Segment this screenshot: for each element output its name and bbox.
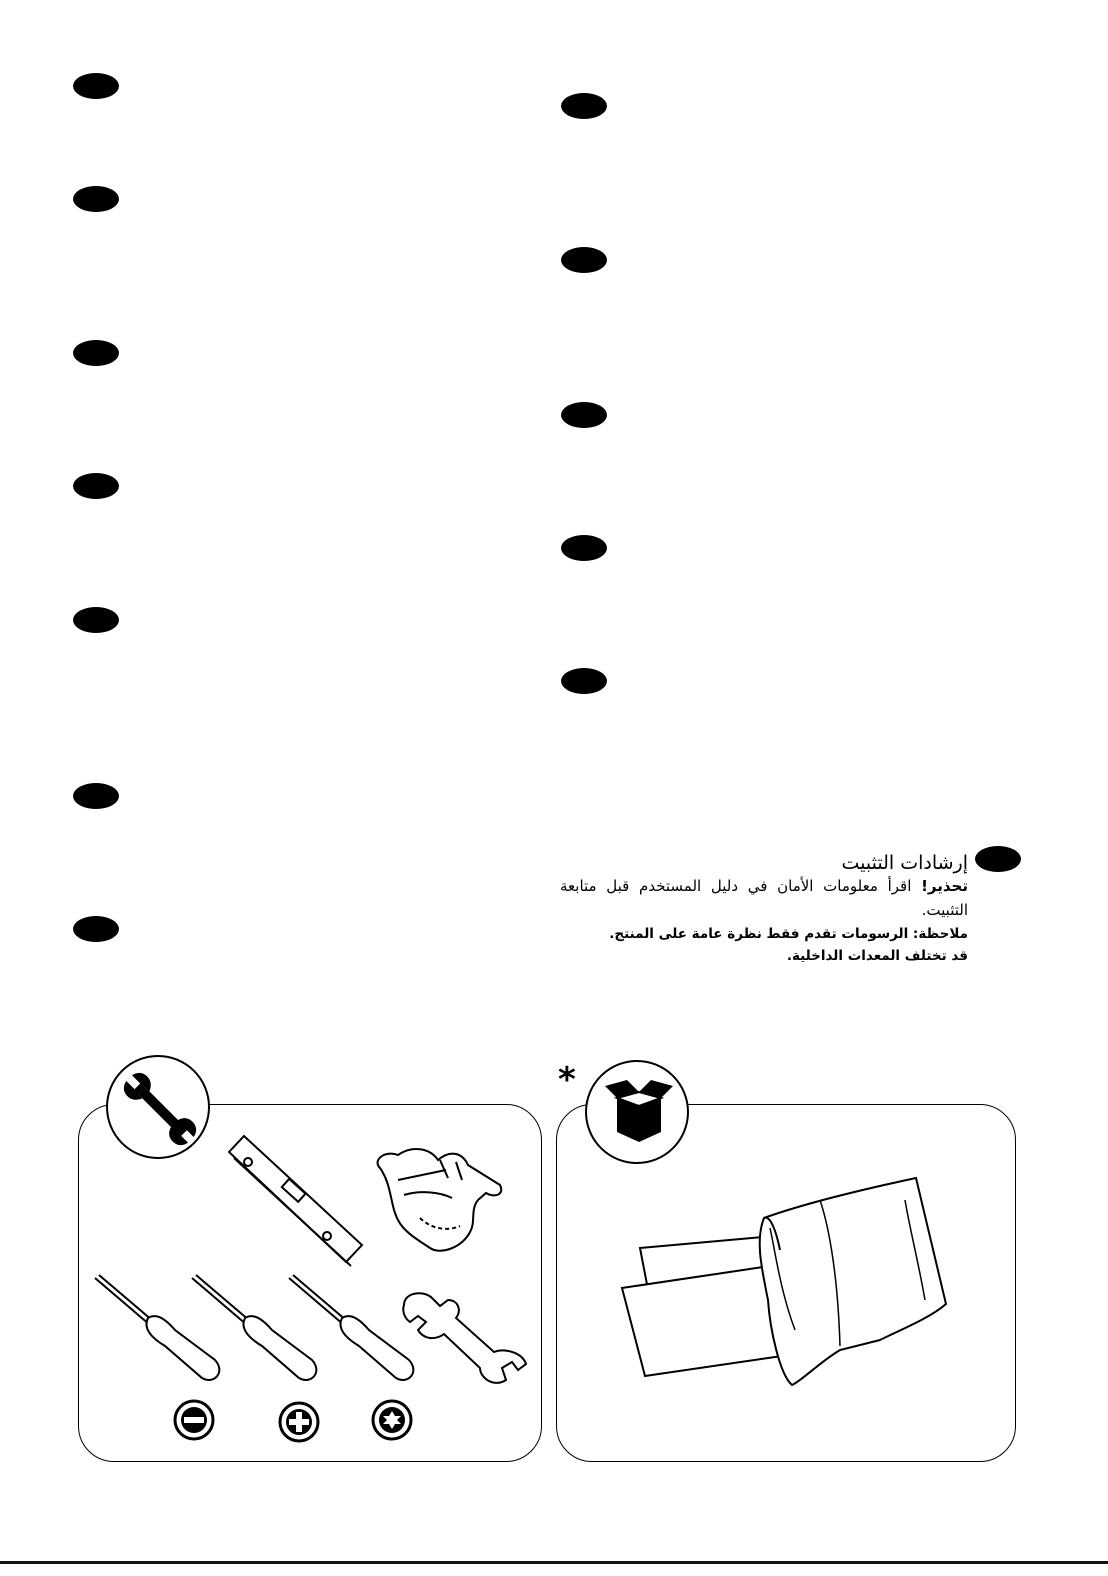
language-marker-1 — [73, 73, 119, 99]
language-marker-arabic — [975, 846, 1021, 872]
warning-text: اقرأ معلومات الأمان في دليل المستخدم قبل متابعة التثبيت. — [560, 877, 968, 919]
box-badge — [585, 1060, 689, 1164]
note-line-1: ملاحظة: الرسومات تقدم فقط نظرة عامة على المنتج. — [609, 926, 968, 942]
arabic-instructions — [560, 852, 968, 967]
language-marker-8 — [561, 93, 607, 119]
tools-badge — [106, 1055, 210, 1159]
warning-label: تحذير! — [921, 877, 968, 895]
language-marker-9 — [561, 247, 607, 273]
language-marker-12 — [561, 668, 607, 694]
box-icon — [587, 1062, 691, 1166]
language-marker-2 — [73, 186, 119, 212]
section-title: إرشادات التثبيت — [841, 852, 968, 874]
wrench-icon — [108, 1057, 212, 1161]
note-line-2: قد تختلف المعدات الداخلية. — [786, 948, 968, 964]
language-marker-7 — [73, 916, 119, 942]
language-marker-3 — [73, 340, 119, 366]
language-marker-6 — [73, 783, 119, 809]
page-footer-line — [0, 1561, 1108, 1564]
language-marker-4 — [73, 473, 119, 499]
language-marker-5 — [73, 607, 119, 633]
warning-paragraph — [560, 874, 968, 922]
optional-asterisk: * — [558, 1060, 576, 1100]
language-marker-10 — [561, 402, 607, 428]
language-marker-11 — [561, 535, 607, 561]
